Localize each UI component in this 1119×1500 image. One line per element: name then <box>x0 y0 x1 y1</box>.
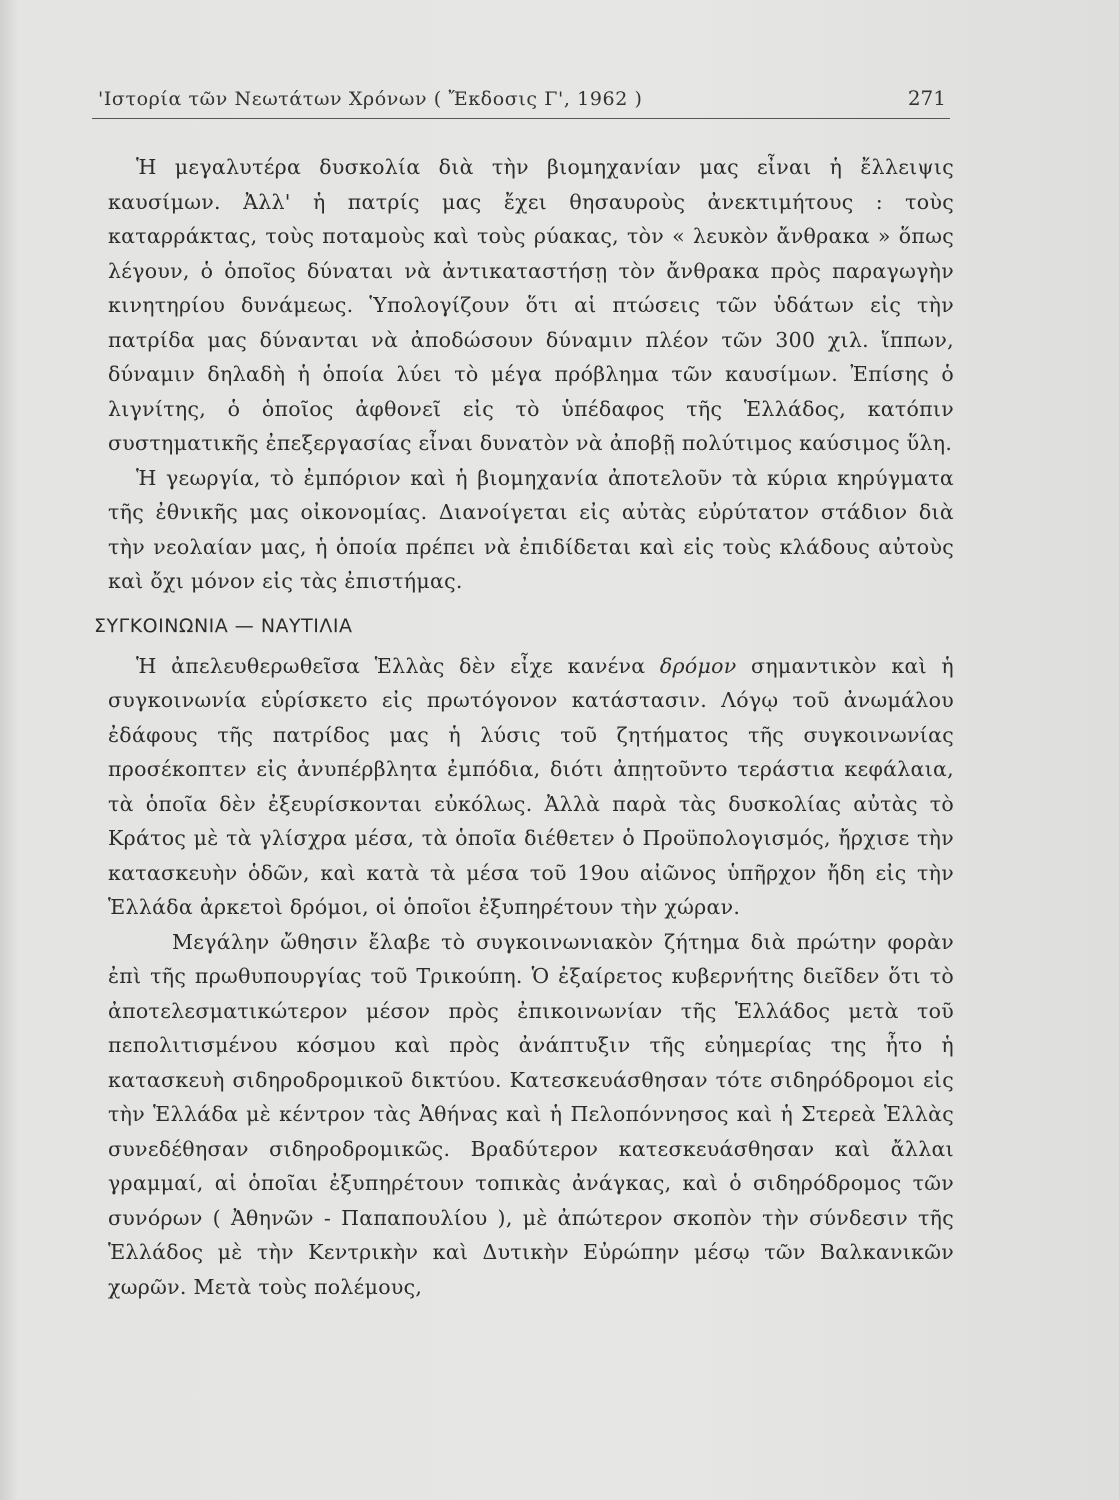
section-heading: ΣΥΓΚΟΙΝΩΝΙΑ — ΝΑΥΤΙΛΙΑ <box>94 614 353 637</box>
body-text <box>94 150 954 1304</box>
italic-word: δρόμον <box>659 653 737 678</box>
paragraph-roads-rest: σημαντικὸν καὶ ἡ συγκοινωνία εὑρίσκετο εἰς πρωτόγονον κατάστασιν. Λόγῳ τοῦ ἀνωμάλου ἐδάφους τῆς πατρίδος μας ἡ λύσις τοῦ ζητήματος τῆς συγκοινωνίας προσέκοπτεν εἰς ἀνυπέρβλητα ἐμπόδια, διότι ἀπῃτοῦντο τεράστια κεφάλαια, τὰ ὁποῖα δὲν ἐξευρίσκονται εὐκόλως. Ἀλλὰ παρὰ τὰς δυσκολίας αὐτὰς τὸ Κράτος μὲ τὰ γλίσχρα μέσα, τὰ ὁποῖα διέθετεν ὁ Προϋπολογισμός, ἤρχισε τὴν κατασκευὴν ὁδῶν, καὶ κατὰ τὰ μέσα τοῦ 19ου αἰῶνος ὑπῆρχον ἤδη εἰς τὴν Ἑλλάδα ἀρκετοὶ δρόμοι, οἱ ὁποῖοι ἐξυπηρέτουν τὴν χώραν. <box>108 653 954 919</box>
paragraph-roads-start: Ἡ ἀπελευθερωθεῖσα Ἑλλὰς δὲν εἶχε κανένα <box>136 653 646 678</box>
page-number: 271 <box>907 86 946 110</box>
paragraph-roads <box>108 649 954 925</box>
page-header <box>92 86 950 119</box>
paragraph-railways: Μεγάλην ὤθησιν ἔλαβε τὸ συγκοινωνιακὸν ζήτημα διὰ πρώτην φορὰν ἐπὶ τῆς πρωθυπουργίας τοῦ Τρικούπη. Ὁ ἐξαίρετος κυβερνήτης διεῖδεν ὅτι τὸ ἀποτελεσματικώτερον μέσον πρὸς ἐπικοινωνίαν τῆς Ἑλλάδος μετὰ τοῦ πεπολιτισμένου κόσμου καὶ πρὸς ἀνάπτυξιν τῆς εὐημερίας της ἦτο ἡ κατασκευὴ σιδηροδρομικοῦ δικτύου. Κατεσκευάσθησαν τότε σιδηρόδρομοι εἰς τὴν Ἑλλάδα μὲ κέντρον τὰς Ἀθήνας καὶ ἡ Πελοπόννησος καὶ ἡ Στερεὰ Ἑλλὰς συνεδέθησαν σιδηροδρομικῶς. Βραδύτερον κατεσκευάσθησαν καὶ ἄλλαι γραμμαί, αἱ ὁποῖαι ἐξυπηρέτουν τοπικὰς ἀνάγκας, καὶ ὁ σιδηρόδρομος τῶν συνόρων ( Ἀθηνῶν - Παπαπουλίου ), μὲ ἀπώτερον σκοπὸν τὴν σύνδεσιν τῆς Ἑλλάδος μὲ τὴν Κεντρικὴν καὶ Δυτικὴν Εὐρώπην μέσῳ τῶν Βαλκανικῶν χωρῶν. Μετὰ τοὺς πολέμους, <box>108 929 954 1299</box>
paragraph-fuel: Ἡ μεγαλυτέρα δυσκολία διὰ τὴν βιομηχανίαν μας εἶναι ἡ ἔλλειψις καυσίμων. Ἀλλ' ἡ πατρίς μας ἔχει θησαυροὺς ἀνεκτιμήτους : τοὺς καταρράκτας, τοὺς ποταμοὺς καὶ τοὺς ρύακας, τὸν « λευκὸν ἄνθρακα » ὅπως λέγουν, ὁ ὁποῖος δύναται νὰ ἀντικαταστήσῃ τὸν ἄνθρακα πρὸς παραγωγὴν κινητηρίου δυνάμεως. Ὑπολογίζουν ὅτι αἱ πτώσεις τῶν ὑδάτων εἰς τὴν πατρίδα μας δύνανται νὰ ἀποδώσουν δύναμιν πλέον τῶν 300 χιλ. ἵππων, δύναμιν δηλαδὴ ἡ ὁποία λύει τὸ μέγα πρόβλημα τῶν καυσίμων. Ἐπίσης ὁ λιγνίτης, ὁ ὁποῖος ἀφθονεῖ εἰς τὸ ὑπέδαφος τῆς Ἑλλάδος, κατόπιν συστηματικῆς ἐπεξεργασίας εἶναι δυνατὸν νὰ ἀποβῇ πολύτιμος καύσιμος ὕλη. <box>108 155 954 455</box>
running-title: 'Ιστορία τῶν Νεωτάτων Χρόνων ( Ἔκδοσις Γ', 1962 ) <box>98 88 643 110</box>
paragraph-economy: Ἡ γεωργία, τὸ ἐμπόριον καὶ ἡ βιομηχανία ἀποτελοῦν τὰ κύρια κηρύγματα τῆς ἐθνικῆς μας οἰκονομίας. Διανοίγεται εἰς αὐτὰς εὐρύτατον στάδιον διὰ τὴν νεολαίαν μας, ἡ ὁποία πρέπει νὰ ἐπιδίδεται καὶ εἰς τοὺς κλάδους αὐτοὺς καὶ ὄχι μόνον εἰς τὰς ἐπιστήμας. <box>108 465 954 593</box>
